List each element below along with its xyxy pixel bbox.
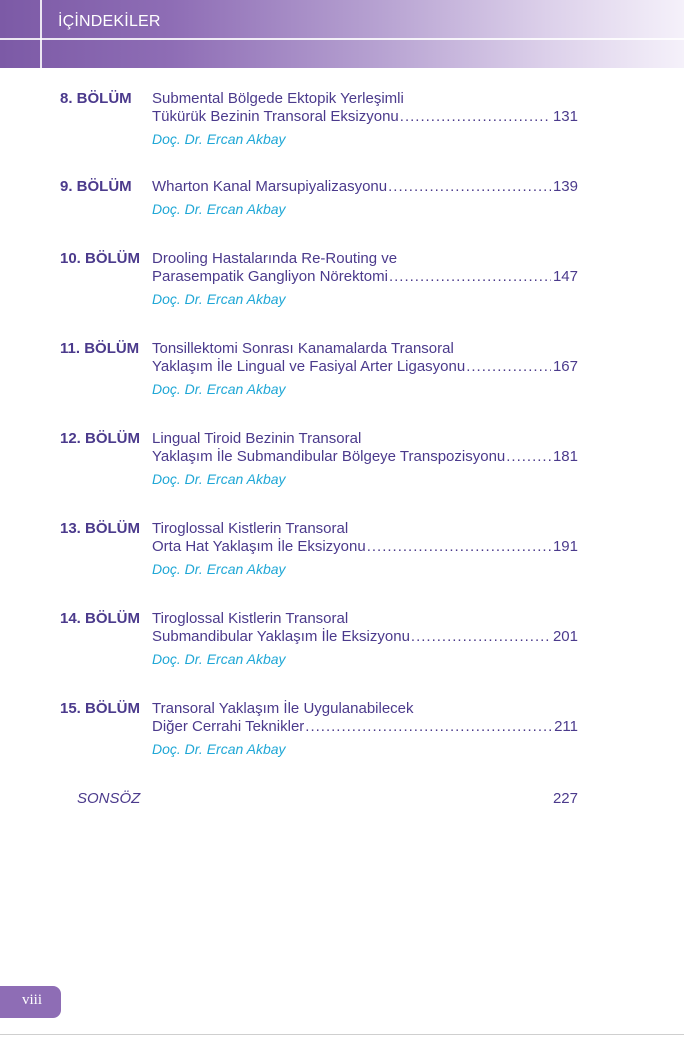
chapter-number: 9. BÖLÜM bbox=[60, 178, 132, 195]
page-ref: 147 bbox=[552, 268, 578, 285]
afterword-page-ref: 227 bbox=[552, 790, 578, 807]
toc-entry-afterword[interactable] bbox=[77, 790, 578, 807]
header-rule bbox=[0, 38, 684, 40]
chapter-author: Doç. Dr. Ercan Akbay bbox=[152, 201, 286, 217]
chapter-author: Doç. Dr. Ercan Akbay bbox=[152, 561, 286, 577]
chapter-title-line1: Submental Bölgede Ektopik Yerleşimli bbox=[152, 90, 404, 107]
chapter-author: Doç. Dr. Ercan Akbay bbox=[152, 471, 286, 487]
chapter-title-line2: Orta Hat Yaklaşım İle Eksizyonu bbox=[152, 538, 366, 555]
dot-leader bbox=[466, 358, 551, 376]
chapter-title: Wharton Kanal Marsupiyalizasyonu bbox=[152, 178, 388, 195]
chapter-title-line2: Submandibular Yaklaşım İle Eksizyonu bbox=[152, 628, 410, 645]
page-number: viii bbox=[22, 992, 43, 1008]
chapter-number: 12. BÖLÜM bbox=[60, 430, 141, 447]
chapter-title-line1: Tonsillektomi Sonrası Kanamalarda Transoral bbox=[152, 340, 454, 357]
chapter-title-line1: Tiroglossal Kistlerin Transoral bbox=[152, 520, 349, 537]
chapter-author: Doç. Dr. Ercan Akbay bbox=[152, 651, 286, 667]
dot-leader bbox=[388, 178, 551, 196]
chapter-number: 11. BÖLÜM bbox=[60, 340, 140, 357]
page-ref: 167 bbox=[552, 358, 578, 375]
page-title: İÇİNDEKİLER bbox=[58, 13, 161, 30]
dot-leader bbox=[389, 268, 551, 286]
page-number-tab bbox=[0, 986, 61, 1018]
chapter-author: Doç. Dr. Ercan Akbay bbox=[152, 381, 286, 397]
chapter-number: 15. BÖLÜM bbox=[60, 700, 141, 717]
chapter-title-line2: Yaklaşım İle Lingual ve Fasiyal Arter Ligasyonu bbox=[152, 358, 466, 375]
page-ref: 191 bbox=[552, 538, 578, 555]
dot-leader bbox=[367, 538, 551, 556]
dot-leader bbox=[400, 108, 551, 126]
chapter-number: 14. BÖLÜM bbox=[60, 610, 141, 627]
page-ref: 139 bbox=[552, 178, 578, 195]
bottom-rule bbox=[0, 1034, 684, 1035]
dot-leader bbox=[411, 628, 551, 646]
page-ref: 201 bbox=[552, 628, 578, 645]
page-ref: 131 bbox=[552, 108, 578, 125]
chapter-title-line1: Transoral Yaklaşım İle Uygulanabilecek bbox=[152, 700, 414, 717]
chapter-author: Doç. Dr. Ercan Akbay bbox=[152, 741, 286, 757]
chapter-title-line2: Tükürük Bezinin Transoral Eksizyonu bbox=[152, 108, 399, 125]
header-divider bbox=[40, 0, 42, 68]
afterword-label: SONSÖZ bbox=[77, 790, 141, 807]
chapter-title-line2: Yaklaşım İle Submandibular Bölgeye Transpozisyonu bbox=[152, 448, 506, 465]
chapter-number: 10. BÖLÜM bbox=[60, 250, 141, 267]
header-bar bbox=[0, 0, 684, 68]
dot-leader bbox=[506, 448, 551, 466]
page-ref: 181 bbox=[552, 448, 578, 465]
chapter-title-line1: Lingual Tiroid Bezinin Transoral bbox=[152, 430, 362, 447]
chapter-author: Doç. Dr. Ercan Akbay bbox=[152, 291, 286, 307]
chapter-number: 8. BÖLÜM bbox=[60, 90, 132, 107]
chapter-title-line2: Parasempatik Gangliyon Nörektomi bbox=[152, 268, 388, 285]
chapter-title-line1: Drooling Hastalarında Re-Routing ve bbox=[152, 250, 398, 267]
page-ref: 211 bbox=[554, 718, 578, 735]
chapter-title-line1: Tiroglossal Kistlerin Transoral bbox=[152, 610, 349, 627]
chapter-title-line2: Diğer Cerrahi Teknikler bbox=[152, 718, 305, 735]
chapter-author: Doç. Dr. Ercan Akbay bbox=[152, 131, 286, 147]
chapter-number: 13. BÖLÜM bbox=[60, 520, 141, 537]
dot-leader bbox=[305, 718, 552, 736]
